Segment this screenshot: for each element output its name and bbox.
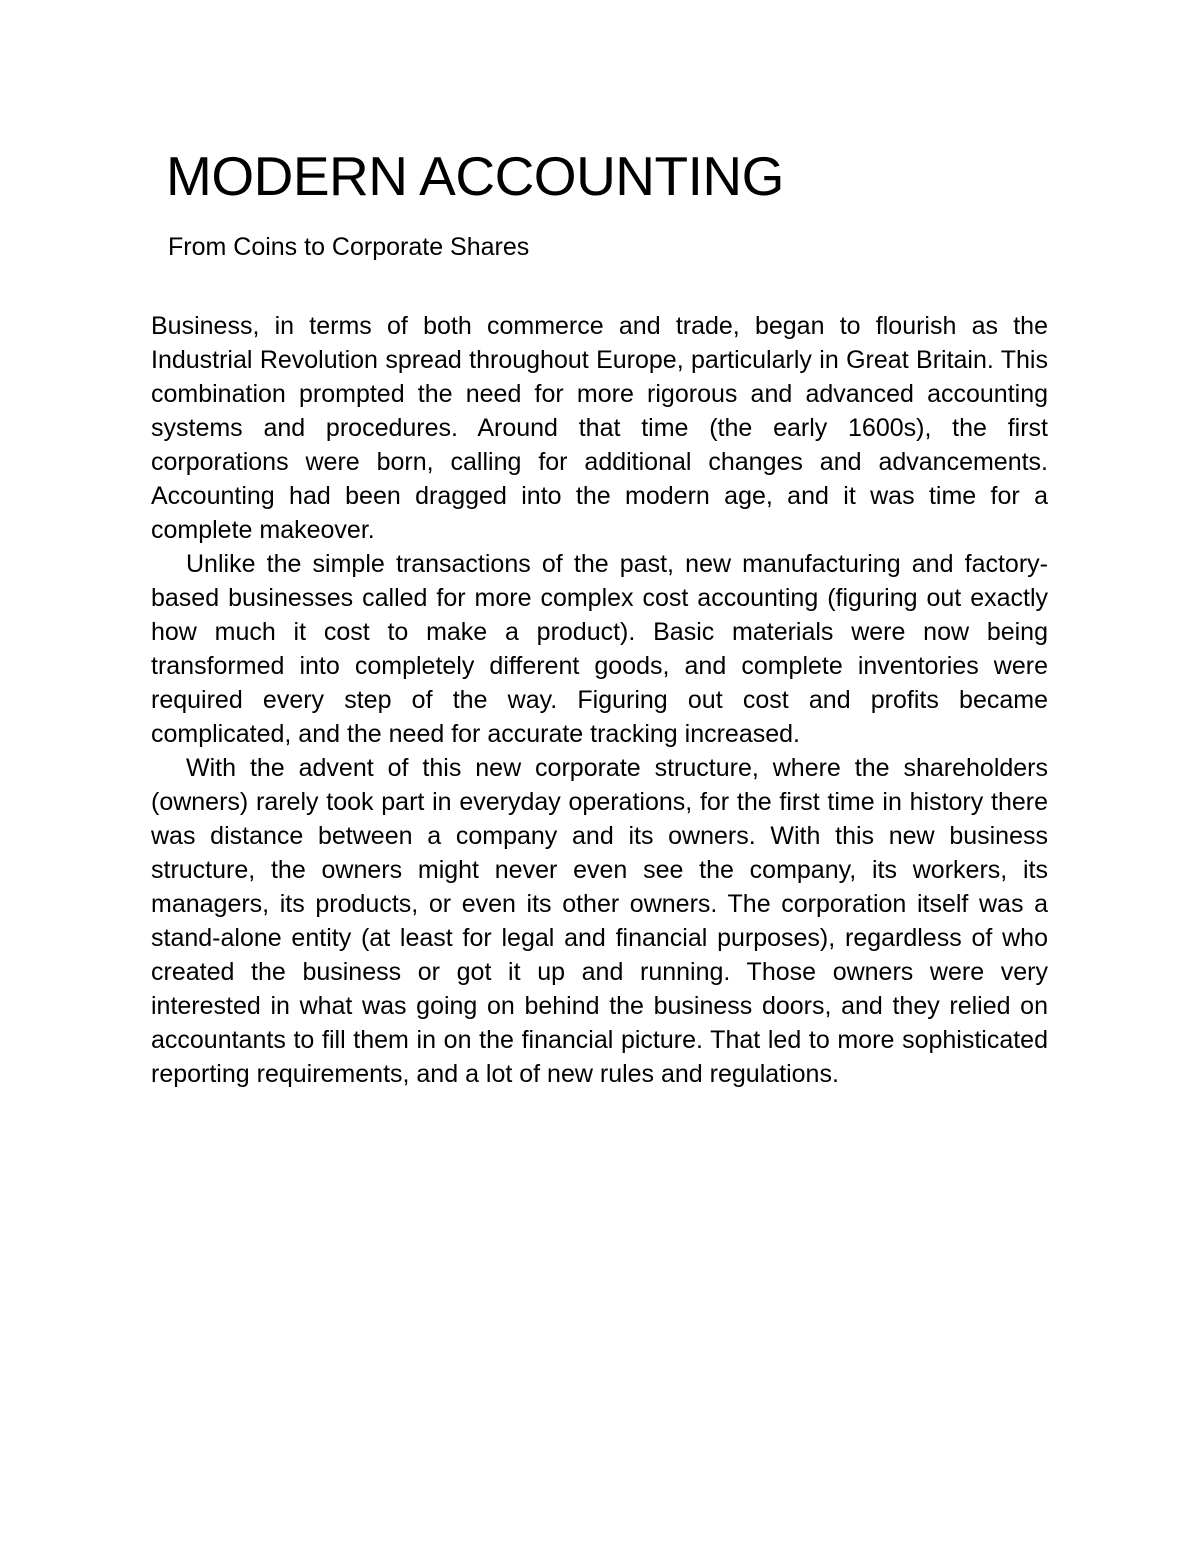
document-subtitle: From Coins to Corporate Shares bbox=[168, 233, 530, 261]
document-title: MODERN ACCOUNTING bbox=[166, 145, 784, 207]
document-body bbox=[151, 309, 1048, 1091]
body-paragraph: With the advent of this new corporate structure, where the shareholders (owners) rarely took part in everyday operations, for the first time in history there was distance between a company and its owners. With this new business structure, the owners might never even see the company, its workers, its managers, its products, or even its other owners. The corporation itself was a stand-alone entity (at least for legal and financial purposes), regardless of who created the business or got it up and running. Those owners were very interested in what was going on behind the business doors, and they relied on accountants to fill them in on the financial picture. That led to more sophisticated reporting requirements, and a lot of new rules and regulations. bbox=[151, 754, 1048, 1088]
body-paragraph: Unlike the simple transactions of the past, new manufacturing and factory-based businesses called for more complex cost accounting (figuring out exactly how much it cost to make a product). Basic materials were now being transformed into completely different goods, and complete inventories were required every step of the way. Figuring out cost and profits became complicated, and the need for accurate tracking increased. bbox=[151, 550, 1048, 748]
body-paragraph: Business, in terms of both commerce and trade, began to flourish as the Industrial Revolution spread throughout Europe, particularly in Great Britain. This combination prompted the need for more rigorous and advanced accounting systems and procedures. Around that time (the early 1600s), the first corporations were born, calling for additional changes and advancements. Accounting had been dragged into the modern age, and it was time for a complete makeover. bbox=[151, 312, 1048, 544]
